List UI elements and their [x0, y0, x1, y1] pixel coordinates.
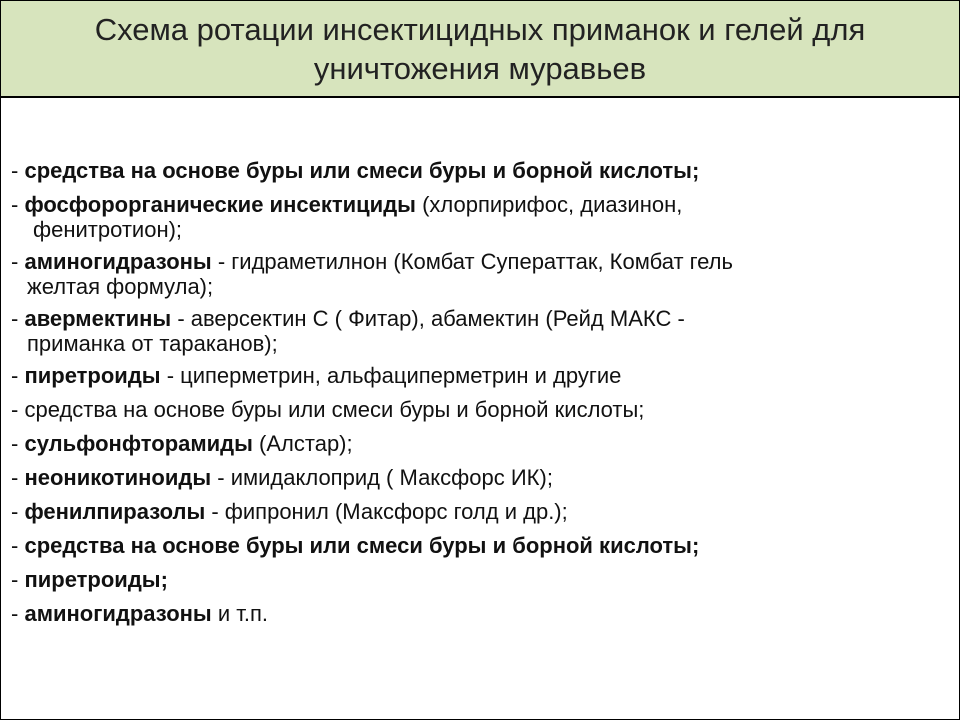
- list-item-continuation: приманка от тараканов);: [27, 331, 278, 356]
- list-item-text: - фипронил (Максфорс голд и др.);: [205, 499, 568, 524]
- list-item-bold-text: аминогидразоны: [24, 601, 212, 626]
- list-item-text: - имидаклоприд ( Максфорс ИК);: [211, 465, 553, 490]
- list-item: [11, 303, 951, 357]
- list-item-text: (Алстар);: [252, 431, 353, 456]
- list-item-text: - циперметрин, альфациперметрин и другие: [160, 363, 622, 388]
- list-item-bold-text: пиретроиды;: [24, 567, 168, 592]
- list-item-bold-text: средства на основе буры или смеси буры и борной кислоты;: [24, 158, 700, 183]
- list-item-text: и т.п.: [211, 601, 269, 626]
- title-banner: [0, 0, 960, 98]
- list-dash: -: [11, 431, 25, 456]
- list-item-continuation: желтая формула);: [27, 274, 214, 299]
- list-item: [11, 496, 951, 527]
- list-item: [11, 189, 951, 243]
- list-dash: -: [11, 533, 25, 558]
- list-dash: -: [11, 306, 25, 331]
- list-item: [11, 394, 951, 425]
- slide-title-line-1: Схема ротации инсектицидных приманок и гелей для: [94, 12, 866, 47]
- list-dash: -: [11, 192, 25, 217]
- list-dash: -: [11, 567, 25, 592]
- list-item-continuation: фенитротион);: [33, 217, 183, 242]
- list-item-bold-text: средства на основе буры или смеси буры и борной кислоты;: [24, 533, 700, 558]
- list-dash: -: [11, 601, 25, 626]
- list-item-bold-text: пиретроиды: [24, 363, 161, 388]
- list-dash: -: [11, 158, 25, 183]
- list-dash: -: [11, 465, 25, 490]
- rotation-list: [11, 155, 951, 632]
- list-item: [11, 155, 951, 186]
- list-item: [11, 246, 951, 300]
- list-item-bold-text: авермектины: [24, 306, 172, 331]
- list-item-text: - аверсектин С ( Фитар), абамектин (Рейд МАКС -: [171, 306, 685, 331]
- list-item-text: средства на основе буры или смеси буры и борной кислоты;: [24, 397, 645, 422]
- list-dash: -: [11, 397, 25, 422]
- list-item-bold-text: фосфорорганические инсектициды: [24, 192, 416, 217]
- list-item: [11, 428, 951, 459]
- list-item: [11, 598, 951, 629]
- list-item-bold-text: неоникотиноиды: [24, 465, 212, 490]
- list-item-text: - гидраметилнон (Комбат Суператтак, Комбат гель: [211, 249, 733, 274]
- list-item-bold-text: сульфонфторамиды: [24, 431, 253, 456]
- list-dash: -: [11, 499, 25, 524]
- list-dash: -: [11, 249, 25, 274]
- list-item: [11, 530, 951, 561]
- list-item-bold-text: фенилпиразолы: [24, 499, 206, 524]
- slide-title-line-2: уничтожения муравьев: [313, 51, 647, 86]
- list-item: [11, 360, 951, 391]
- list-item: [11, 462, 951, 493]
- list-item-bold-text: аминогидразоны: [24, 249, 212, 274]
- list-item-text: (хлорпирифос, диазинон,: [415, 192, 683, 217]
- list-dash: -: [11, 363, 25, 388]
- list-item: [11, 564, 951, 595]
